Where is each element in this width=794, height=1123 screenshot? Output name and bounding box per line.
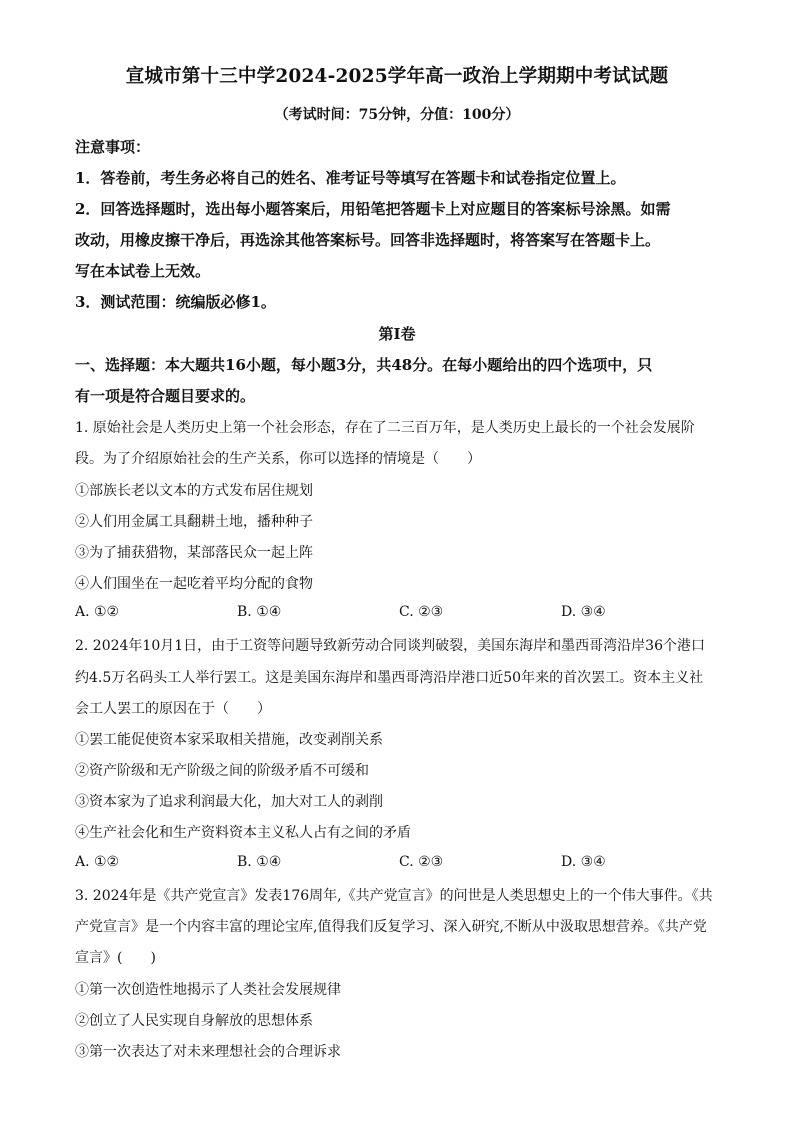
question-3-item-3: ③第一次表达了对未来理想社会的合理诉求 (75, 1044, 341, 1060)
question-2-item-4: ④生产社会化和生产资料资本主义私人占有之间的矛盾 (75, 825, 411, 841)
question-1-option-c: C. ②③ (399, 604, 444, 620)
volume-heading: 第Ⅰ卷 (378, 325, 416, 343)
question-3-stem-line-2: 产党宣言》是一个内容丰富的理论宝库,值得我们反复学习、深入研究,不断从中汲取思想营养。《共产党 (75, 919, 707, 935)
question-2-stem-line-1: 2. 2024年10月1日，由于工资等问题导致新劳动合同谈判破裂，美国东海岸和墨西哥湾沿岸36个港口 (75, 638, 705, 654)
question-1-stem-line-1: 1. 原始社会是人类历史上第一个社会形态，存在了二三百万年，是人类历史上最长的一个社会发展阶 (75, 420, 695, 436)
question-2-item-3: ③资本家为了追求利润最大化，加大对工人的剥削 (75, 794, 383, 810)
question-2-option-a: A. ①② (75, 854, 120, 870)
question-1-option-b: B. ①④ (237, 604, 282, 620)
notice-heading: 注意事项： (75, 138, 151, 156)
question-3-item-2: ②创立了人民实现自身解放的思想体系 (75, 1013, 313, 1029)
question-2-option-d: D. ③④ (561, 854, 606, 870)
exam-title: 宣城市第十三中学2024-2025学年高一政治上学期期中考试试题 (125, 66, 669, 87)
question-2-stem-line-2: 约4.5万名码头工人举行罢工。这是美国东海岸和墨西哥湾沿岸港口近50年来的首次罢工。资本主义社 (75, 670, 704, 686)
notice-item-2-line-1: 2．回答选择题时，选出每小题答案后，用铅笔把答题卡上对应题目的答案标号涂黑。如需 (75, 200, 671, 218)
exam-subtitle: （考试时间：75分钟，分值：100分） (274, 107, 520, 123)
question-1-item-3: ③为了捕获猎物，某部落民众一起上阵 (75, 545, 313, 561)
question-3-item-1: ①第一次创造性地揭示了人类社会发展规律 (75, 982, 341, 998)
question-2-item-2: ②资产阶级和无产阶级之间的阶级矛盾不可缓和 (75, 763, 369, 779)
part1-heading-line-1: 一、选择题：本大题共16小题，每小题3分，共48分。在每小题给出的四个选项中，只 (75, 356, 653, 374)
question-1-item-4: ④人们围坐在一起吃着平均分配的食物 (75, 576, 313, 592)
question-2-stem-line-3: 会工人罢工的原因在于（ ） (75, 701, 271, 717)
notice-item-2-line-3: 写在本试卷上无效。 (75, 262, 211, 280)
notice-item-1: 1．答卷前，考生务必将自己的姓名、准考证号等填写在答题卡和试卷指定位置上。 (75, 169, 626, 187)
question-2-item-1: ①罢工能促使资本家采取相关措施，改变剥削关系 (75, 732, 383, 748)
question-1-option-d: D. ③④ (561, 604, 606, 620)
notice-item-3: 3．测试范围：统编版必修1。 (75, 293, 276, 311)
question-3-stem-line-3: 宣言》( ) (75, 950, 156, 966)
question-3-stem-line-1: 3. 2024年是《共产党宣言》发表176周年,《共产党宣言》的问世是人类思想史上的一个伟大事件。《共 (75, 888, 713, 904)
question-1-stem-line-2: 段。为了介绍原始社会的生产关系，你可以选择的情境是（ ） (75, 451, 481, 467)
question-1-option-a: A. ①② (75, 604, 120, 620)
question-1-item-2: ②人们用金属工具翻耕土地，播种种子 (75, 514, 313, 530)
part1-heading-line-2: 有一项是符合题目要求的。 (75, 387, 256, 405)
question-2-option-b: B. ①④ (237, 854, 282, 870)
notice-item-2-line-2: 改动，用橡皮擦干净后，再选涂其他答案标号。回答非选择题时，将答案写在答题卡上。 (75, 231, 661, 249)
question-1-item-1: ①部族长老以文本的方式发布居住规划 (75, 483, 313, 499)
question-2-option-c: C. ②③ (399, 854, 444, 870)
